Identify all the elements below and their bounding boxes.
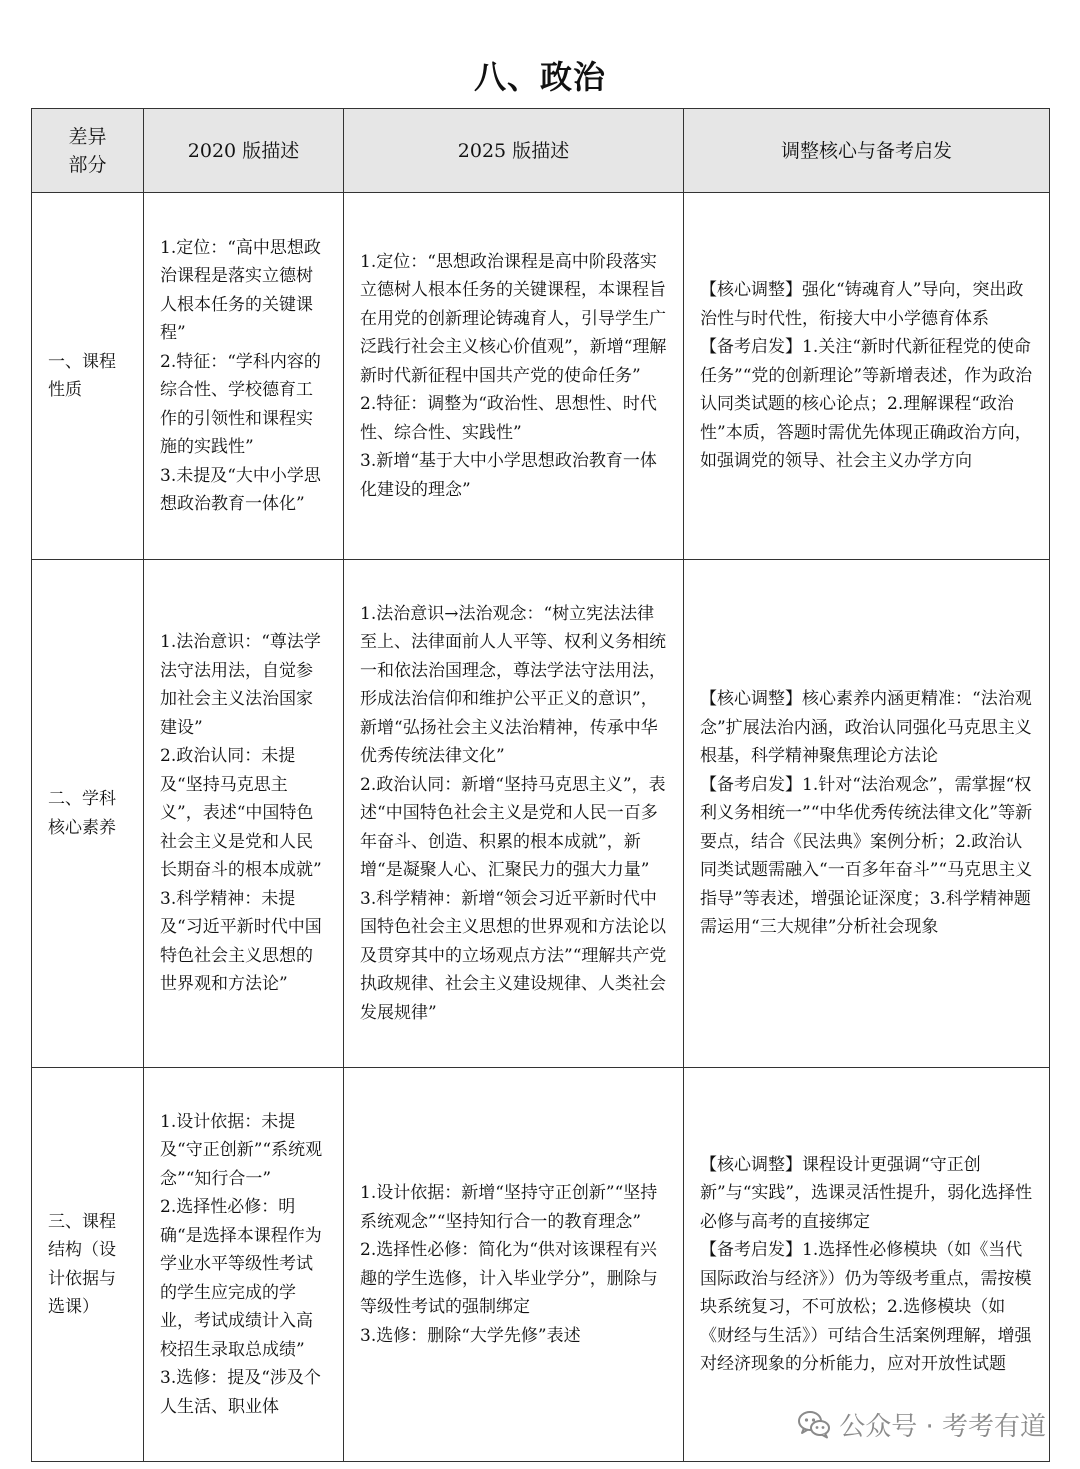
section-cell: 二、学科核心素养 xyxy=(32,560,144,1068)
header-2020: 2020 版描述 xyxy=(144,109,344,193)
cell-line: 1.定位：“高中思想政治课程是落实立德树人根本任务的关键课程” xyxy=(160,237,321,343)
cell-line: 【备考启发】1.针对“法治观念”，需掌握“权利义务相统一”“中华优秀传统法律文化”等新要点，结合《民法典》案例分析；2.政治认同类试题需融入“一百多年奋斗”“马克思主义指导”等表述，增强论证深度；3.科学精神题需运用“三大规律”分析社会现象 xyxy=(700,774,1033,938)
cell-line: 1.定位：“思想政治课程是高中阶段落实立德树人根本任务的关键课程，本课程旨在用党的创新理论铸魂育人，引导学生广泛践行社会主义核心价值观”，新增“理解新时代新征程中国共产党的使命任务” xyxy=(360,251,667,386)
wechat-icon xyxy=(797,1409,831,1439)
cell-line: 【核心调整】核心素养内涵更精准：“法治观念”扩展法治内涵，政治认同强化马克思主义根基，科学精神聚焦理论方法论 xyxy=(700,689,1032,767)
cell-line: 3.科学精神：新增“领会习近平新时代中国特色社会主义思想的世界观和方法论以及贯穿其中的立场观点方法”“理解共产党执政规律、社会主义建设规律、人类社会发展规律” xyxy=(360,888,667,1023)
table-header-row xyxy=(32,109,1050,193)
cell-line: 2.选择性必修：简化为“供对该课程有兴趣的学生选修，计入毕业学分”，删除与等级性考试的强制绑定 xyxy=(360,1240,658,1317)
cell-2025 xyxy=(344,193,684,560)
cell-line: 【备考启发】1.选择性必修模块（如《当代国际政治与经济》）仍为等级考重点，需按模块系统复习，不可放松；2.选修模块（如《财经与生活》）可结合生活案例理解，增强对经济现象的分析能力，应对开放性试题 xyxy=(700,1240,1032,1374)
cell-line: 2.特征：调整为“政治性、思想性、时代性、综合性、实践性” xyxy=(360,394,657,443)
cell-line: 1.法治意识→法治观念：“树立宪法法律至上、法律面前人人平等、权利义务相统一和依法治国理念，尊法学法守法用法，形成法治信仰和维护公平正义的意识”，新增“弘扬社会主义法治精神，传承中华优秀传统法律文化” xyxy=(360,603,666,767)
cell-2025 xyxy=(344,1068,684,1462)
cell-2020 xyxy=(144,193,344,560)
table-row xyxy=(32,193,1050,560)
watermark xyxy=(797,1404,1046,1444)
section-cell: 一、课程性质 xyxy=(32,193,144,560)
cell-line: 3.科学精神：未提及“习近平新时代中国特色社会主义思想的世界观和方法论” xyxy=(160,888,322,995)
cell-line: 1.设计依据：新增“坚持守正创新”“坚持系统观念”“坚持知行合一的教育理念” xyxy=(360,1183,658,1232)
page-title: 八、政治 xyxy=(473,58,606,96)
cell-insight xyxy=(684,1068,1050,1462)
comparison-table xyxy=(31,108,1050,1462)
cell-insight xyxy=(684,193,1050,560)
cell-2020 xyxy=(144,560,344,1068)
cell-insight xyxy=(684,560,1050,1068)
cell-line: 【备考启发】1.关注“新时代新征程党的使命任务”“党的创新理论”等新增表述，作为政治认同类试题的核心论点；2.理解课程“政治性”本质，答题时需优先体现正确政治方向，如强调党的领导、社会主义办学方向 xyxy=(700,337,1033,472)
cell-line: 【核心调整】课程设计更强调“守正创新”与“实践”，选课灵活性提升，弱化选择性必修与高考的直接绑定 xyxy=(700,1154,1033,1232)
cell-line: 3.选修：删除“大学先修”表述 xyxy=(360,1325,581,1346)
header-2025: 2025 版描述 xyxy=(344,109,684,193)
cell-line: 1.设计依据：未提及“守正创新”“系统观念”“知行合一” xyxy=(160,1111,323,1189)
cell-2025 xyxy=(344,560,684,1068)
header-insight: 调整核心与备考启发 xyxy=(684,109,1050,193)
table-row xyxy=(32,560,1050,1068)
cell-2020 xyxy=(144,1068,344,1462)
cell-line: 2.政治认同：未提及“坚持马克思主义”，表述“中国特色社会主义是党和人民长期奋斗的根本成就” xyxy=(160,746,322,881)
cell-line: 【核心调整】强化“铸魂育人”导向，突出政治性与时代性，衔接大中小学德育体系 xyxy=(700,280,1024,329)
watermark-text: 公众号 · 考考有道 xyxy=(839,1411,1046,1442)
cell-line: 2.政治认同：新增“坚持马克思主义”，表述“中国特色社会主义是党和人民一百多年奋斗、创造、积累的根本成就”，新增“是凝聚人心、汇聚民力的强大力量” xyxy=(360,774,666,881)
header-diff-part: 差异部分 xyxy=(32,109,144,193)
table-row xyxy=(32,1068,1050,1462)
section-cell: 三、课程结构（设计依据与选课） xyxy=(32,1068,144,1462)
cell-line: 2.选择性必修：明确“是选择本课程作为学业水平等级性考试的学生应完成的学业，考试成绩计入高校招生录取总成绩” xyxy=(160,1197,322,1360)
cell-line: 3.新增“基于大中小学思想政治教育一体化建设的理念” xyxy=(360,451,657,500)
cell-line: 2.特征：“学科内容的综合性、学校德育工作的引领性和课程实施的实践性” xyxy=(160,351,321,457)
cell-line: 3.未提及“大中小学思想政治教育一体化” xyxy=(160,465,321,514)
cell-line: 1.法治意识：“尊法学法守法用法，自觉参加社会主义法治国家建设” xyxy=(160,632,321,738)
cell-line: 3.选修：提及“涉及个人生活、职业体 xyxy=(160,1368,321,1417)
